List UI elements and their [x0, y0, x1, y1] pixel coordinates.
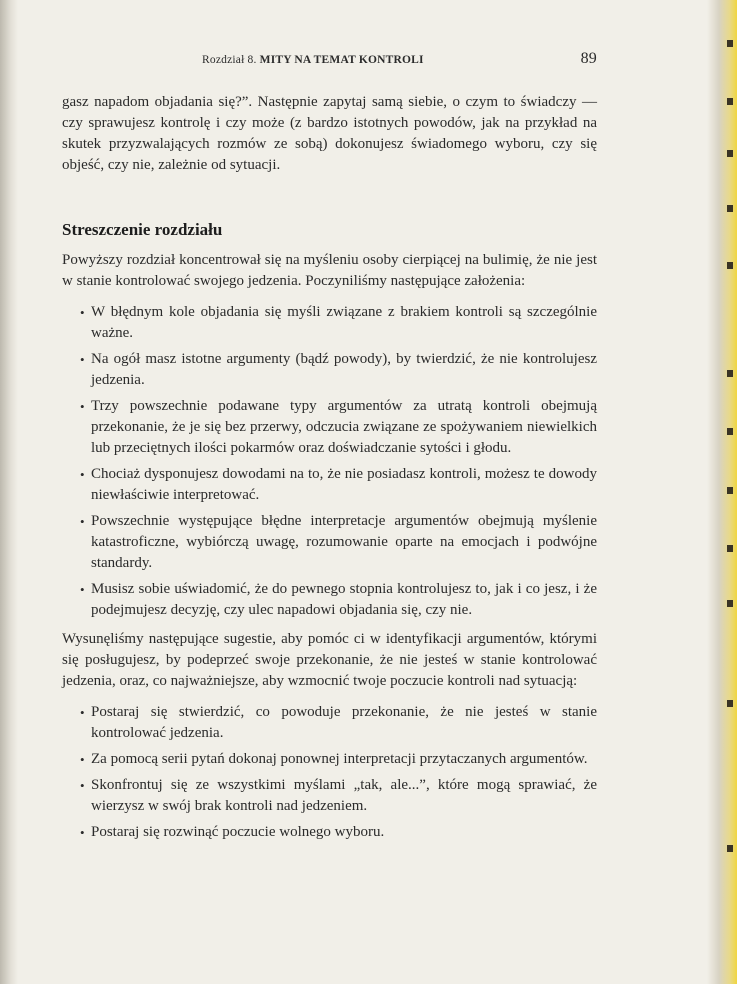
summary-bullet-list [80, 302, 597, 621]
list-item: • Na ogół masz istotne argumenty (bądź powody), by twierdzić, że nie kontrolujesz jedzenia. [80, 349, 597, 391]
list-item: • Za pomocą serii pytań dokonaj ponownej interpretacji przytaczanych argumentów. [80, 749, 597, 770]
list-item: • Trzy powszechnie podawane typy argumentów za utratą kontroli obejmują przekonanie, że je się bez przerwy, odczucia związane ze spożywaniem niewielkich lub przeciętnych ilości pokarmów oraz doświadczanie sytości i głodu. [80, 396, 597, 459]
scan-mark [727, 150, 733, 157]
scan-mark [727, 545, 733, 552]
scan-mark [727, 600, 733, 607]
section-heading: Streszczenie rozdziału [62, 220, 223, 239]
paragraph-summary-intro: Powyższy rozdział koncentrował się na myśleniu osoby cierpiącej na bulimię, że nie jest w stanie kontrolować swojego jedzenia. Poczyniliśmy następujące założenia: [62, 252, 597, 289]
page-number: 89 [580, 50, 597, 67]
paragraph-suggestions-intro: Wysunęliśmy następujące sugestie, aby pomóc ci w identyfikacji argumentów, którymi się posługujesz, by podeprzeć swoje przekonanie, że nie jesteś w stanie kontrolować jedzenia, oraz, co najważniejsze, aby wzmocnić twoje poczucie kontroli nad sytuacją: [62, 631, 597, 689]
list-item: • Powszechnie występujące błędne interpretacje argumentów obejmują myślenie katastroficzne, wybiórczą uwagę, rozumowanie oparte na emocjach i podwójne standardy. [80, 511, 597, 574]
suggestions-bullet-list [80, 702, 597, 843]
list-item: • Postaraj się rozwinąć poczucie wolnego wyboru. [80, 822, 597, 843]
list-item: • Chociaż dysponujesz dowodami na to, że nie posiadasz kontroli, możesz te dowody niewłaściwie interpretować. [80, 464, 597, 506]
book-page [62, 50, 597, 849]
list-item: • Postaraj się stwierdzić, co powoduje przekonanie, że nie jesteś w stanie kontrolować jedzenia. [80, 702, 597, 744]
scan-mark [727, 205, 733, 212]
scan-mark [727, 370, 733, 377]
scan-left-edge [0, 0, 18, 984]
list-item: • W błędnym kole objadania się myśli związane z brakiem kontroli są szczególnie ważne. [80, 302, 597, 344]
running-title [202, 54, 424, 66]
paragraph-continuation: gasz napadom objadania się?”. Następnie zapytaj samą siebie, o czym to świadczy — czy sprawujesz kontrolę i czy może (z bardzo istotnych powodów, jak na przykład na skutek przyzwalających rozmów ze sobą) dokonujesz świadomego wyboru, czy się objeść, czy nie, zależnie od sytuacji. [62, 94, 597, 173]
chapter-label: Rozdział 8. [202, 54, 257, 66]
scan-right-edge [707, 0, 737, 984]
scan-mark [727, 700, 733, 707]
scan-mark [727, 98, 733, 105]
list-item: • Skonfrontuj się ze wszystkimi myślami „tak, ale...”, które mogą sprawiać, że wierzysz w swój brak kontroli nad jedzeniem. [80, 775, 597, 817]
chapter-title: MITY NA TEMAT KONTROLI [259, 54, 424, 66]
scan-mark [727, 487, 733, 494]
scan-mark [727, 845, 733, 852]
running-header [62, 50, 597, 78]
scan-mark [727, 262, 733, 269]
scan-mark [727, 40, 733, 47]
scan-mark [727, 428, 733, 435]
list-item: • Musisz sobie uświadomić, że do pewnego stopnia kontrolujesz to, jak i co jesz, i że podejmujesz decyzję, czy ulec napadowi objadania się, czy nie. [80, 579, 597, 621]
